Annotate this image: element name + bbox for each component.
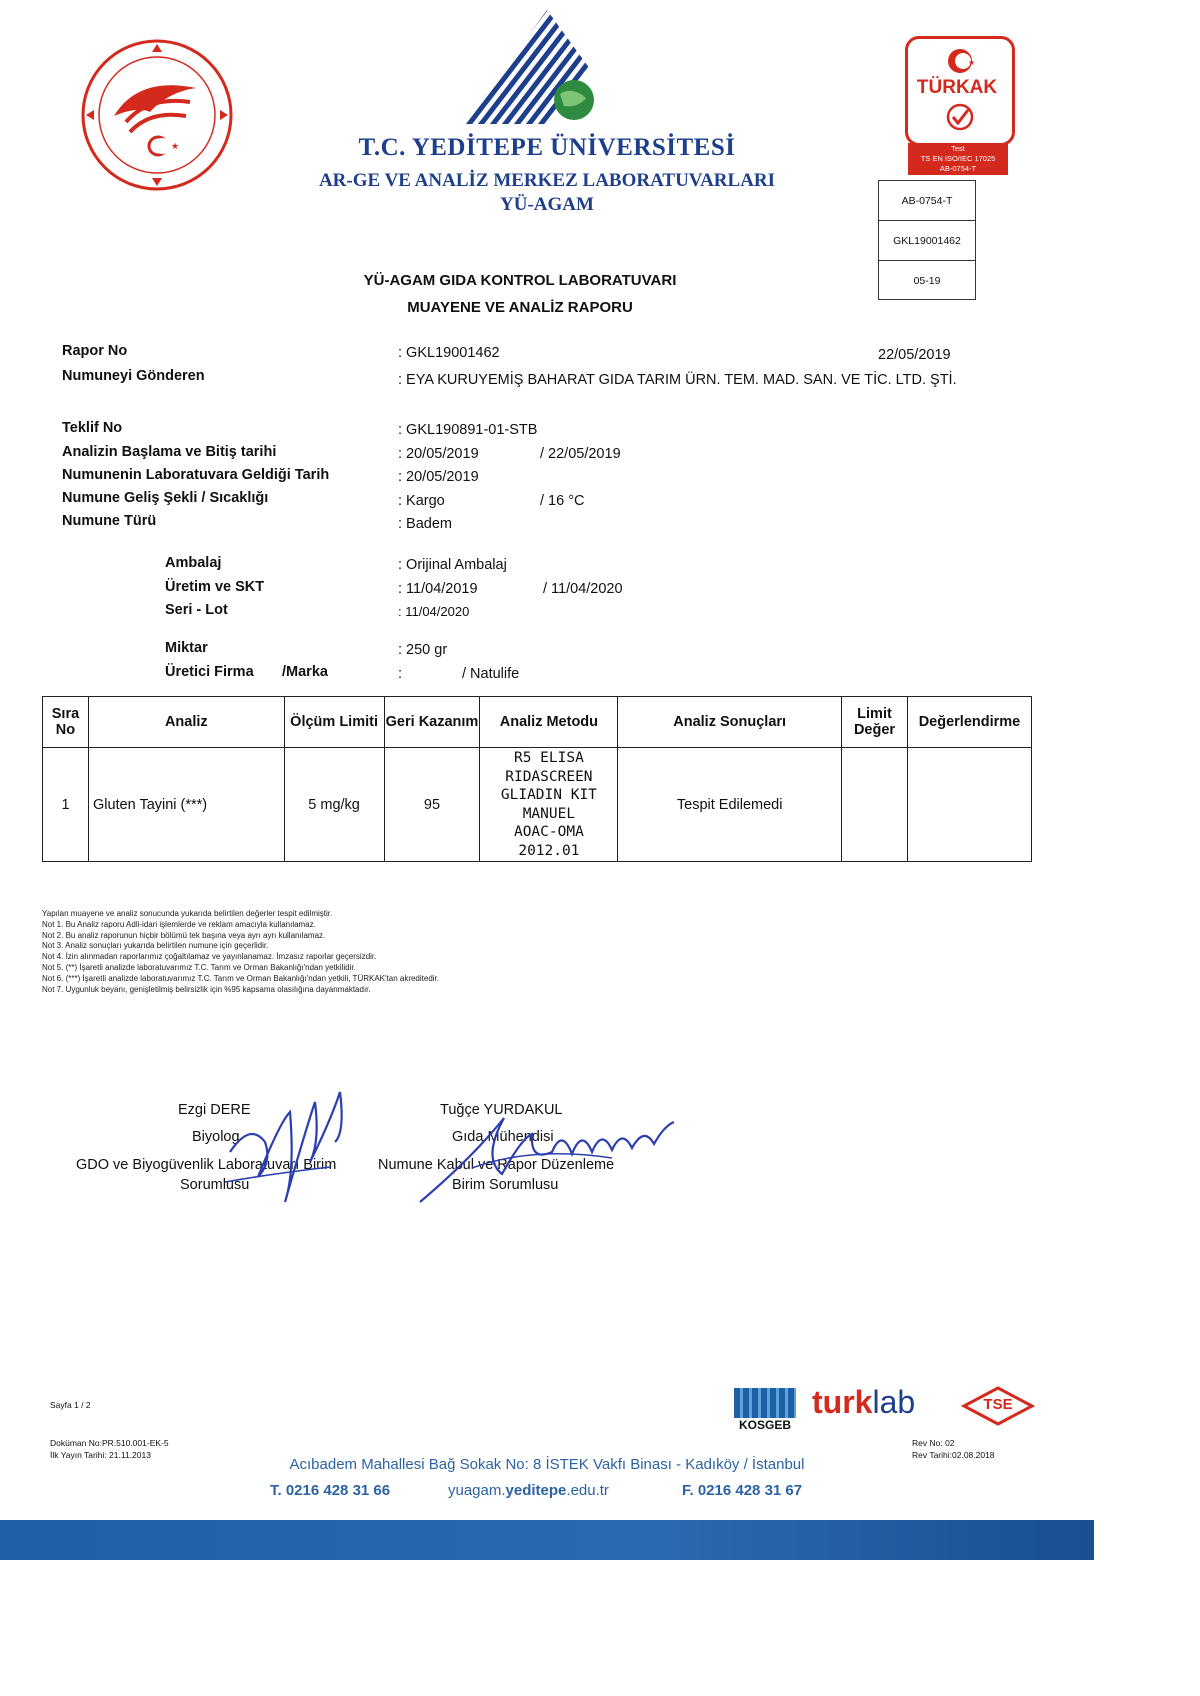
col-olcum: Ölçüm Limiti	[284, 697, 384, 748]
note-line: Not 4. İzin alınmadan raporlarımız çoğaltılamaz ve yayınlanamaz. İmzasız raporlar geçersizdir.	[42, 952, 377, 962]
cell-metod	[480, 748, 618, 862]
turklab-text-b: lab	[872, 1384, 916, 1420]
analiz-tarih-label: Analizin Başlama ve Bitiş tarihi	[62, 444, 277, 460]
rapor-date: 22/05/2019	[878, 347, 951, 363]
col-metod: Analiz Metodu	[480, 697, 618, 748]
method-line: GLIADIN KIT	[500, 787, 597, 803]
left-signature	[210, 1082, 360, 1212]
marka-label: /Marka	[282, 664, 328, 680]
footer-phone: T. 0216 428 31 66	[270, 1482, 391, 1499]
ambalaj-label: Ambalaj	[165, 555, 222, 571]
first-publish-date: İlk Yayın Tarihi: 21.11.2013	[50, 1450, 151, 1460]
cell-geri: 95	[384, 748, 480, 862]
table-header-row	[43, 697, 1032, 748]
gelis-label: Numune Geliş Şekli / Sıcaklığı	[62, 490, 269, 506]
geldigi-label: Numunenin Laboratuvara Geldiği Tarih	[62, 467, 330, 483]
document-no: Doküman No:PR.510.001-EK-5	[50, 1438, 169, 1448]
cell-limit	[842, 748, 908, 862]
turkak-label-standard: TS EN ISO/IEC 17025	[920, 154, 996, 163]
marka-value: / Natulife	[462, 666, 520, 682]
note-line: Not 2. Bu analiz raporunun hiçbir bölümü tek başına veya ayrı ayrı kullanılamaz.	[42, 930, 326, 940]
results-table	[42, 696, 1032, 862]
turkak-accreditation-label	[908, 143, 1008, 175]
left-signer-title: Biyolog	[192, 1129, 240, 1145]
turkak-text: TÜRKAK	[916, 77, 998, 98]
teklif-label: Teklif No	[62, 420, 123, 436]
seri-value: : 11/04/2020	[398, 604, 470, 619]
geldigi-value: : 20/05/2019	[398, 469, 479, 485]
note-line: Not 6. (***) İşaretli analizde laboratuvarımız T.C. Tarım ve Orman Bakanlığı'ndan yetkili, TÜRKAK'tan akreditedir.	[42, 973, 440, 983]
turklab-logo	[812, 1384, 915, 1424]
turklab-text-a: turk	[812, 1384, 873, 1420]
uretim-label: Üretim ve SKT	[165, 579, 265, 595]
note-line: Not 5. (**) İşaretli analizde laboratuvarımız T.C. Tarım ve Orman Bakanlığı'ndan yetkilidir.	[42, 962, 356, 972]
report-title-line1: YÜ-AGAM GIDA KONTROL LABORATUVARI	[363, 272, 677, 289]
rapor-no-value: : GKL19001462	[398, 345, 500, 361]
left-signer-role-2: Sorumlusu	[180, 1177, 250, 1193]
cell-degerlendirme	[907, 748, 1031, 862]
col-sira: Sıra No	[43, 697, 89, 748]
gonderen-value: : EYA KURUYEMİŞ BAHARAT GIDA TARIM ÜRN. TEM. MAD. SAN. VE TİC. LTD. ŞTİ.	[398, 372, 957, 388]
tse-logo	[960, 1386, 1036, 1426]
miktar-label: Miktar	[165, 640, 208, 656]
analiz-bitis: / 22/05/2019	[540, 446, 621, 462]
university-name: T.C. YEDİTEPE ÜNİVERSİTESİ	[358, 134, 736, 161]
gelis-value: : Kargo	[398, 493, 445, 509]
note-line: Not 1. Bu Analiz raporu Adli-idari işlemlerde ve reklam amacıyla kullanılamaz.	[42, 919, 316, 929]
uretim-value: : 11/04/2019	[398, 581, 478, 597]
notes-block	[42, 909, 439, 995]
col-analiz: Analiz	[88, 697, 284, 748]
center-short: YÜ-AGAM	[500, 194, 594, 215]
turkak-label-test: Test	[951, 144, 965, 153]
tur-label: Numune Türü	[62, 513, 157, 529]
revision-date: Rev Tarihi:02.08.2018	[912, 1450, 995, 1460]
tur-value: : Badem	[398, 516, 452, 532]
web-bold: yeditepe	[505, 1482, 567, 1499]
left-signer-name: Ezgi DERE	[178, 1102, 251, 1118]
skt-value: / 11/04/2020	[543, 581, 623, 597]
right-signature	[412, 1098, 682, 1210]
col-sonuc: Analiz Sonuçları	[618, 697, 842, 748]
page-number: Sayfa 1 / 2	[50, 1400, 91, 1410]
sicaklik-value: / 16 °C	[540, 493, 585, 509]
footer-fax: F. 0216 428 31 67	[682, 1482, 803, 1499]
left-signer-role: GDO ve Biyogüvenlik Laboratuvarı Birim	[76, 1157, 337, 1173]
note-line: Not 3. Analiz sonuçları yukarıda belirtilen numune için geçerlidir.	[42, 941, 269, 951]
svg-text:★: ★	[968, 58, 976, 67]
kosgeb-text: KOSGEB	[738, 1418, 791, 1432]
table-row	[43, 748, 1032, 862]
web-prefix: yuagam.	[448, 1482, 506, 1499]
cell-sonuc: Tespit Edilemedi	[618, 748, 842, 862]
firma-label: Üretici Firma	[165, 664, 254, 680]
analiz-baslama: : 20/05/2019	[398, 446, 479, 462]
svg-text:★: ★	[171, 142, 180, 152]
university-logo	[462, 8, 632, 126]
note-line: Yapılan muayene ve analiz sonucunda yukarıda belirtilen değerler tespit edilmiştir.	[42, 909, 333, 918]
cell-olcum: 5 mg/kg	[284, 748, 384, 862]
month-code: 05-19	[913, 274, 941, 287]
web-suffix: .edu.tr	[566, 1482, 609, 1499]
miktar-value: : 250 gr	[398, 642, 448, 658]
firma-value: :	[398, 666, 403, 682]
footer-band	[0, 1520, 1094, 1560]
cell-analiz: Gluten Tayini (***)	[88, 748, 284, 862]
right-signer-role: Numune Kabul ve Rapor Düzenleme	[378, 1157, 615, 1173]
turkak-label-code: AB-0754-T	[939, 164, 977, 173]
method-line: R5 ELISA	[513, 750, 584, 766]
report-code: GKL19001462	[879, 221, 975, 261]
right-signer-title: Gıda Mühendisi	[452, 1129, 554, 1145]
right-signer-name: Tuğçe YURDAKUL	[440, 1102, 563, 1118]
center-name: AR-GE VE ANALİZ MERKEZ LABORATUVARLARI	[318, 170, 776, 191]
col-limit: Limit Değer	[842, 697, 908, 748]
revision-no: Rev No: 02	[912, 1438, 955, 1448]
rapor-no-label: Rapor No	[62, 343, 128, 359]
col-degerlendirme: Değerlendirme	[907, 697, 1031, 748]
method-line: MANUEL	[522, 805, 576, 822]
teklif-value: : GKL190891-01-STB	[398, 422, 538, 438]
cell-sira: 1	[43, 748, 89, 862]
accreditation-code: AB-0754-T	[879, 181, 975, 221]
method-line: 2012.01	[518, 842, 580, 859]
method-line: AOAC-OMA	[513, 824, 584, 840]
footer-web[interactable]	[448, 1482, 609, 1499]
col-geri: Geri Kazanım	[384, 697, 480, 748]
ambalaj-value: : Orijinal Ambalaj	[398, 557, 507, 573]
method-line: RIDASCREEN	[505, 768, 593, 785]
seri-label: Seri - Lot	[165, 602, 228, 618]
right-signer-role-2: Birim Sorumlusu	[452, 1177, 559, 1193]
note-line: Not 7. Uygunluk beyanı, genişletilmiş belirsizlik için %95 kapsama olasılığına dayanmaktadır.	[42, 984, 371, 994]
tse-text: TSE	[983, 1396, 1013, 1413]
footer-address: Acıbadem Mahallesi Bağ Sokak No: 8 İSTEK Vakfı Binası - Kadıköy / İstanbul	[289, 1456, 805, 1473]
report-title-line2: MUAYENE VE ANALİZ RAPORU	[407, 299, 633, 316]
gonderen-label: Numuneyi Gönderen	[62, 368, 205, 384]
kosgeb-logo	[730, 1388, 800, 1438]
